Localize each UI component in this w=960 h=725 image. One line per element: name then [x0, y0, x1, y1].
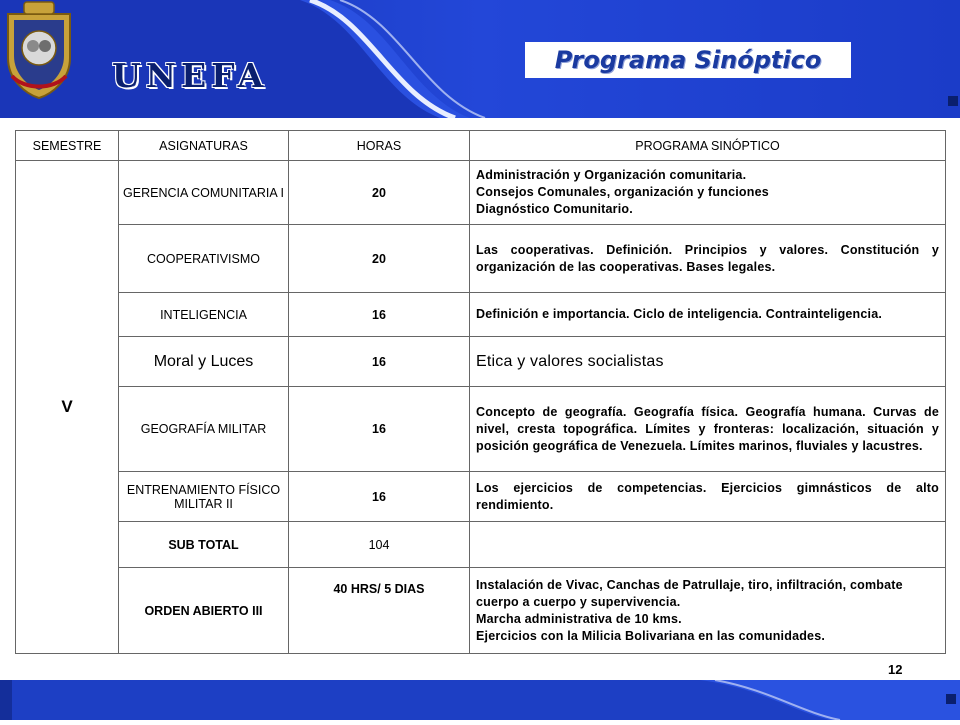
subject-cell: GEOGRAFÍA MILITAR — [119, 387, 289, 472]
table-row — [16, 225, 946, 293]
program-line: Ejercicios con la Milicia Bolivariana en las comunidades. — [476, 628, 826, 643]
program-cell: Definición e importancia. Ciclo de inteligencia. Contrainteligencia. — [470, 293, 946, 337]
program-cell — [470, 568, 946, 654]
program-line: Diagnóstico Comunitario. — [476, 202, 633, 216]
header-asignaturas: ASIGNATURAS — [119, 131, 289, 161]
table-row — [16, 568, 946, 654]
hours-cell: 20 — [289, 161, 470, 225]
header-semestre: SEMESTRE — [16, 131, 119, 161]
unefa-shield-logo — [0, 0, 78, 100]
title-box — [525, 42, 851, 78]
table-row — [16, 337, 946, 387]
hours-cell: 40 HRS/ 5 DIAS — [289, 568, 470, 654]
hours-cell: 16 — [289, 337, 470, 387]
program-cell: Etica y valores socialistas — [470, 337, 946, 387]
subject-cell: COOPERATIVISMO — [119, 225, 289, 293]
hours-cell: 16 — [289, 472, 470, 522]
table-row — [16, 293, 946, 337]
footer-background — [0, 680, 960, 720]
subject-cell: ORDEN ABIERTO III — [119, 568, 289, 654]
subject-cell: Moral y Luces — [119, 337, 289, 387]
header-horas: HORAS — [289, 131, 470, 161]
hours-cell: 104 — [289, 522, 470, 568]
header-band — [0, 0, 960, 118]
subject-cell: INTELIGENCIA — [119, 293, 289, 337]
hours-cell: 16 — [289, 387, 470, 472]
brand-wordmark: UNEFA — [112, 56, 269, 95]
table-row — [16, 472, 946, 522]
table-row — [16, 522, 946, 568]
hours-cell: 16 — [289, 293, 470, 337]
program-cell: Las cooperativas. Definición. Principios y valores. Constitución y organización de las cooperativas. Bases legales. — [470, 225, 946, 293]
subject-cell: ENTRENAMIENTO FÍSICO MILITAR II — [119, 472, 289, 522]
program-cell: Concepto de geografía. Geografía física. Geografía humana. Curvas de nivel, cresta topográfica. Límites y fronteras: localización, situación y posición geográfica de Venezuela. Límites marinos, fluviales y lacustres. — [470, 387, 946, 472]
program-cell — [470, 522, 946, 568]
synoptic-table — [15, 130, 946, 654]
subject-cell: GERENCIA COMUNITARIA I — [119, 161, 289, 225]
page-number: 12 — [888, 662, 903, 677]
semester-cell: V — [16, 161, 119, 654]
header-programa: PROGRAMA SINÓPTICO — [470, 131, 946, 161]
program-line: Instalación de Vivac, Canchas de Patrullaje, tiro, infiltración, combate cuerpo a cuerpo y supervivencia. — [476, 577, 903, 609]
table-header-row — [16, 131, 946, 161]
program-cell — [470, 161, 946, 225]
program-line: Consejos Comunales, organización y funciones — [476, 185, 769, 199]
program-cell: Los ejercicios de competencias. Ejercicios gimnásticos de alto rendimiento. — [470, 472, 946, 522]
footer-band — [0, 680, 960, 720]
subject-cell: SUB TOTAL — [119, 522, 289, 568]
page-title: Programa Sinóptico — [554, 46, 822, 74]
hours-cell: 20 — [289, 225, 470, 293]
table-row — [16, 387, 946, 472]
table-row — [16, 161, 946, 225]
program-line: Administración y Organización comunitaria. — [476, 168, 747, 182]
program-line: Marcha administrativa de 10 kms. — [476, 611, 682, 626]
